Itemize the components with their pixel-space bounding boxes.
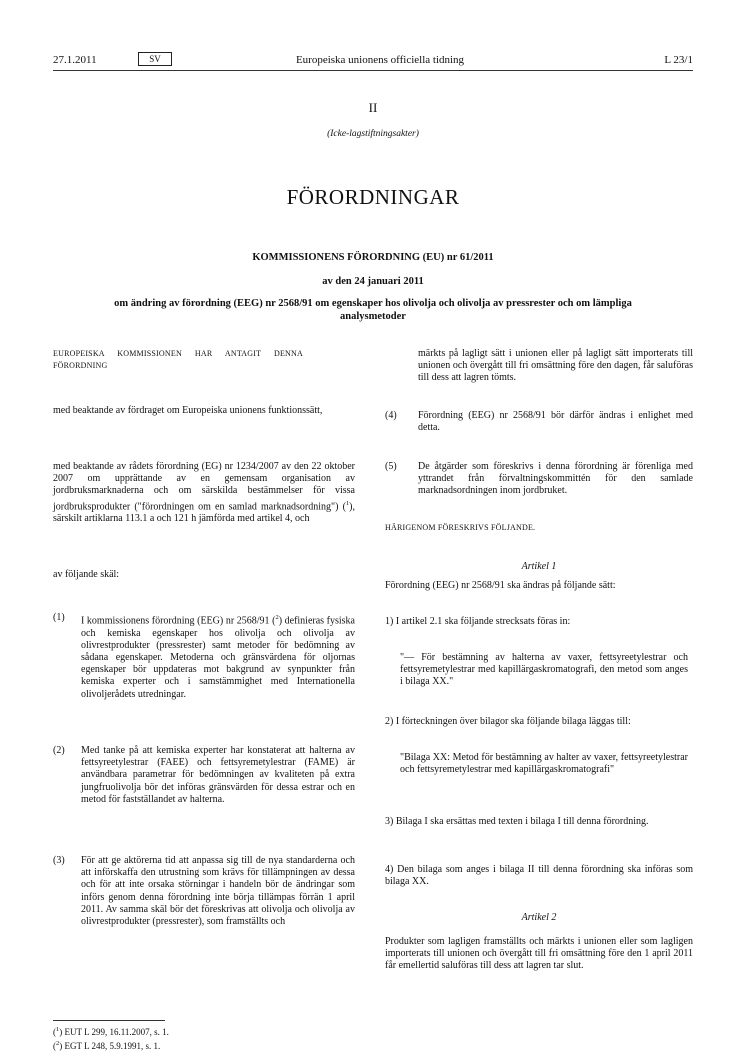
- journal-title: Europeiska unionens officiella tidning: [295, 54, 465, 66]
- recital-text: Förordning (EEG) nr 2568/91 bör därför ändras i enlighet med detta.: [418, 410, 693, 434]
- article-2-title: Artikel 2: [521, 912, 557, 923]
- footnote-ref-1[interactable]: 1: [345, 499, 350, 507]
- amendment-2: 2) I förteckningen över bilagor ska följande bilaga läggas till:: [385, 716, 631, 727]
- recital-number: (1): [53, 612, 65, 623]
- preamble-intro: EUROPEISKA KOMMISSIONEN HAR ANTAGIT DENNA FÖRORDNING: [53, 349, 303, 370]
- footnote-2: ($^2$) EGT L 248, 5.9.1991, s. 1.: [53, 1040, 161, 1051]
- amendment-2-quote: "Bilaga XX: Metod för bestämning av halter av vaxer, fettsyreetylestrar och fettsyremetylestrar med kapillärgaskromatografi": [400, 752, 688, 776]
- recital-text: För att ge aktörerna tid att anpassa sig till de nya standarderna och att införskaffa den utrustning som krävs för tillämpningen av dessa och för att inte orsaka störningar i handeln bör de ändringar som införs genom denna förordning inte börja tillämpas förrän 1 april 2011. Av samma skäl bör det föreskrivas att olivolja och olivolja av olivrestprodukter (pressrester), som framställts och: [81, 855, 355, 928]
- amendment-3: 3) Bilaga I ska ersättas med texten i bilaga I till denna förordning.: [385, 816, 649, 827]
- section-heading: FÖRORDNINGAR: [286, 185, 460, 209]
- recital-number: (5): [385, 461, 397, 472]
- recital-text: De åtgärder som föreskrivs i denna förordning är förenliga med yttrandet från förvaltningskommittén för den samlade marknadsordningen inom jordbruket.: [418, 461, 693, 497]
- page-number: L 23/1: [664, 54, 693, 66]
- section-subtitle: (Icke-lagstiftningsakter): [327, 129, 419, 139]
- whereas-clause: av följande skäl:: [53, 569, 120, 580]
- amendment-4: 4) Den bilaga som anges i bilaga II till denna förordning ska införas som bilaga XX.: [385, 864, 693, 888]
- regulation-title: KOMMISSIONENS FÖRORDNING (EU) nr 61/2011: [252, 252, 494, 263]
- section-roman-numeral: II: [368, 100, 378, 115]
- recital-text: I kommissionens förordning (EEG) nr 2568/91 ($^2$) definieras fysiska och kemiska egenskaper hos olivolja och olivolja av olivrestprodukter (pressrester) samt metoder för bedömning av sådana egenskaper. Metoderna och gränsvärdena för oljornas egenskaper bör uppdateras mot bakgrund av synpunkter från kemiska experter och i samstämmighet med Internationella olivoljerådets utredningar.: [81, 614, 355, 700]
- recital-number: (4): [385, 410, 397, 421]
- citation-regulation: med beaktande av rådets förordning (EG) nr 1234/2007 av den 22 oktober 2007 om upprättande av en gemensam organisation av jordbruksmarknaderna och om särskilda bestämmelser för vissa jordbruksprodukter ("förordningen om en samlad marknadsordning") ($^1$), särskilt artiklarna 113.1 a och 121 h jämförda med artikel 4, och: [53, 461, 355, 525]
- footnote-1: ($^1$) EUT L 299, 16.11.2007, s. 1.: [53, 1026, 169, 1037]
- header-rule: [53, 70, 693, 71]
- footnote-ref-2[interactable]: 2: [275, 614, 279, 621]
- regulation-subject: om ändring av förordning (EEG) nr 2568/91 om egenskaper hos olivolja och olivolja av pressrester och om lämpliga analysmetoder: [114, 298, 632, 322]
- article-1-title: Artikel 1: [521, 561, 557, 572]
- recital-3-continued: märkts på lagligt sätt i unionen eller på lagligt sätt importerats till unionen och övergått till fri omsättning före den dagen, får saluföras till dess att lagren tömts.: [418, 348, 693, 384]
- recital-number: (3): [53, 855, 65, 866]
- amendment-1: 1) I artikel 2.1 ska följande strecksats föras in:: [385, 616, 571, 627]
- citation-treaty: med beaktande av fördraget om Europeiska unionens funktionssätt,: [53, 405, 323, 416]
- recital-number: (2): [53, 745, 65, 756]
- header-date: 27.1.2011: [53, 54, 97, 66]
- recital-text: Med tanke på att kemiska experter har konstaterat att halterna av fettsyreetylestrar (FAEE) och fettsyremetylestrar (FAME) är användbara parametrar för bedömningen av kvaliteten på extra jungfruolivolja bör det införas gränsvärden för dessa estrar och en metod för fastställandet av halterna.: [81, 745, 355, 805]
- article-1-intro: Förordning (EEG) nr 2568/91 ska ändras på följande sätt:: [385, 580, 616, 591]
- enacting-formula: HÄRIGENOM FÖRESKRIVS FÖLJANDE.: [385, 523, 536, 532]
- language-badge: SV: [138, 52, 172, 66]
- amendment-1-quote: "— För bestämning av halterna av vaxer, fettsyreetylestrar och fettsyremetylestrar med kapillärgaskromatografi, den metod som anges i bilaga XX.": [400, 652, 688, 688]
- regulation-date: av den 24 januari 2011: [322, 276, 424, 287]
- article-2-text: Produkter som lagligen framställts och märkts i unionen eller som lagligen importerats till unionen och övergått till fri omsättning före den 1 april 2011 får emellertid saluföras till dess att lagren tar slut.: [385, 936, 693, 972]
- footnote-rule: [53, 1020, 165, 1021]
